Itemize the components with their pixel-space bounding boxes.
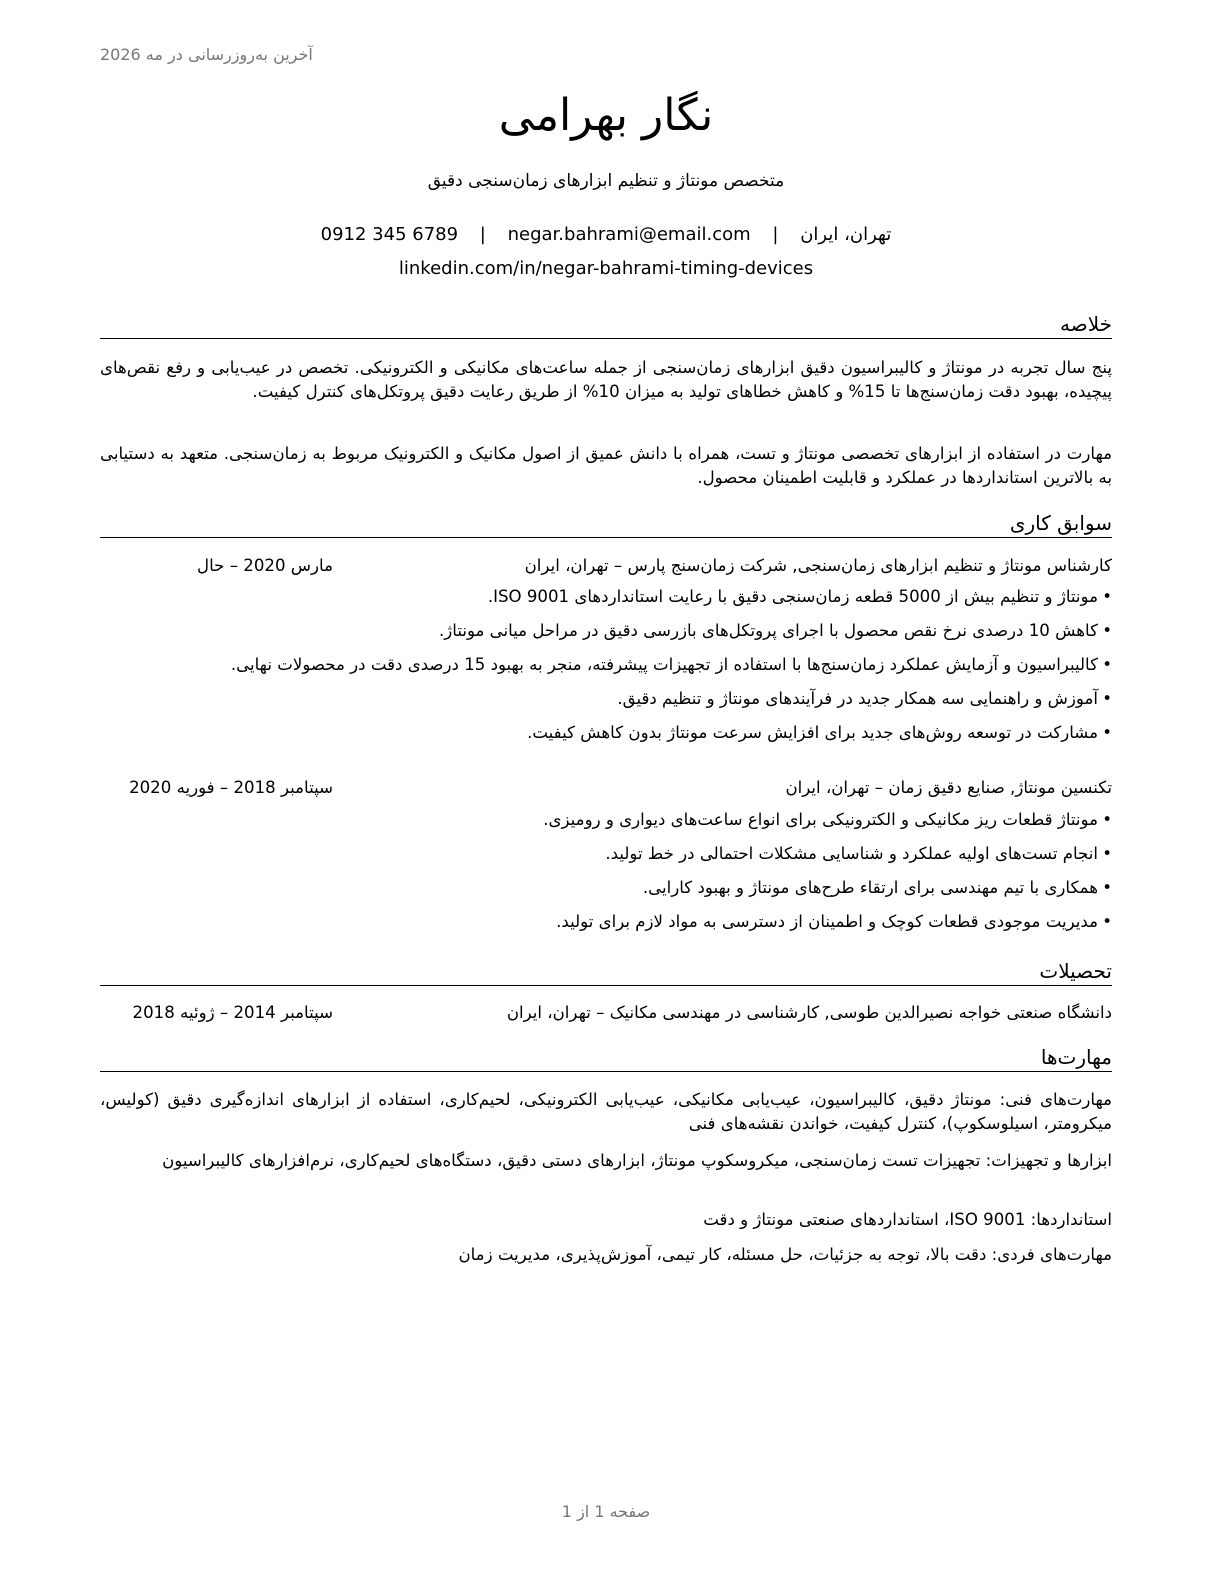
summary-paragraph-1: پنج سال تجربه در مونتاژ و کالیبراسیون دقیق ابزارهای زمان‌سنجی از جمله ساعت‌های مکانیکی و الکترونیکی. تخصص در عیب‌یابی و رفع نقص‌های پیچیده، بهبود دقت زمان‌سنج‌ها تا 15% و کاهش خطاهای تولید به میزان 10% از طریق رعایت دقیق پروتکل‌های کنترل کیفیت. xyxy=(100,358,1112,401)
job-dates: سپتامبر 2018 – فوریه 2020 xyxy=(129,778,333,797)
education-heading xyxy=(100,958,1112,986)
education-dates: سپتامبر 2014 – ژوئیه 2018 xyxy=(132,1003,333,1022)
job-header xyxy=(100,553,1112,579)
education-institution: دانشگاه صنعتی خواجه نصیرالدین طوسی, کارشناسی در مهندسی مکانیک – تهران، ایران xyxy=(506,1003,1112,1022)
last-updated: آخرین به‌روزرسانی در مه 2026 xyxy=(100,45,313,64)
job-bullets xyxy=(100,584,1112,754)
job-title: متخصص مونتاژ و تنظیم ابزارهای زمان‌سنجی دقیق xyxy=(427,171,785,191)
skills-technical: مهارت‌های فنی: مونتاژ دقیق، کالیبراسیون، عیب‌یابی مکانیکی، عیب‌یابی الکترونیکی، لحیم‌کاری، استفاده از ابزارهای اندازه‌گیری دقیق (کولیس، میکرومتر، اسیلوسکوپ)، کنترل کیفیت، خواندن نقشه‌های فنی xyxy=(100,1090,1112,1133)
linkedin-link[interactable]: linkedin.com/in/negar-bahrami-timing-devices xyxy=(398,258,814,279)
list-item: •آموزش و راهنمایی سه همکار جدید در فرآیندهای مونتاژ و تنظیم دقیق. xyxy=(617,689,1112,708)
experience-heading xyxy=(100,510,1112,538)
summary-heading xyxy=(100,311,1112,339)
list-item: •کاهش 10 درصدی نرخ نقص محصول با اجرای پروتکل‌های بازرسی دقیق در مراحل میانی مونتاژ. xyxy=(438,621,1112,640)
contact-line xyxy=(100,224,1112,245)
list-item: •همکاری با تیم مهندسی برای ارتقاء طرح‌های مونتاژ و بهبود کارایی. xyxy=(642,878,1112,897)
candidate-name: نگار بهرامی xyxy=(498,90,714,141)
job-bullets xyxy=(100,807,1112,943)
separator: | xyxy=(479,224,486,245)
phone-number: 0912 345 6789 xyxy=(320,224,459,245)
email-link[interactable]: negar.bahrami@email.com xyxy=(507,224,751,245)
skills-personal: مهارت‌های فردی: دقت بالا، توجه به جزئیات، حل مسئله، کار تیمی، آموزش‌پذیری، مدیریت زمان xyxy=(458,1245,1112,1264)
skills-heading-text: مهارت‌ها xyxy=(1040,1045,1112,1069)
resume-page xyxy=(100,0,1112,1584)
list-item: •کالیبراسیون و آزمایش عملکرد زمان‌سنج‌ها با استفاده از تجهیزات پیشرفته، منجر به بهبود 15 درصدی دقت در محصولات نهایی. xyxy=(230,655,1112,674)
skills-tools: ابزارها و تجهیزات: تجهیزات تست زمان‌سنجی، میکروسکوپ مونتاژ، ابزارهای دستی دقیق، دستگاه‌های لحیم‌کاری، نرم‌افزارهای کالیبراسیون xyxy=(162,1151,1112,1170)
experience-heading-text: سوابق کاری xyxy=(1009,511,1112,535)
list-item: •انجام تست‌های اولیه عملکرد و شناسایی مشکلات احتمالی در خط تولید. xyxy=(605,844,1112,863)
separator: | xyxy=(772,224,779,245)
job-header xyxy=(100,775,1112,801)
education-entry xyxy=(100,1000,1112,1026)
page-number: صفحه 1 از 1 xyxy=(561,1502,651,1521)
list-item: •مونتاژ قطعات ریز مکانیکی و الکترونیکی برای انواع ساعت‌های دیواری و رومیزی. xyxy=(543,810,1112,829)
summary-heading-text: خلاصه xyxy=(1059,312,1112,336)
summary-paragraph-2: مهارت در استفاده از ابزارهای تخصصی مونتاژ و تست، همراه با دانش عمیق از اصول مکانیک و الکترونیک مربوط به زمان‌سنجی. متعهد به دستیابی به بالاترین استانداردها در عملکرد و قابلیت اطمینان محصول. xyxy=(100,444,1112,487)
location: تهران، ایران xyxy=(800,224,892,245)
job-dates: مارس 2020 – حال xyxy=(197,556,333,575)
list-item: •مشارکت در توسعه روش‌های جدید برای افزایش سرعت مونتاژ بدون کاهش کیفیت. xyxy=(527,723,1112,742)
job-role: کارشناس مونتاژ و تنظیم ابزارهای زمان‌سنجی, شرکت زمان‌سنج پارس – تهران، ایران xyxy=(524,556,1112,575)
list-item: •مدیریت موجودی قطعات کوچک و اطمینان از دسترسی به مواد لازم برای تولید. xyxy=(556,912,1112,931)
skills-heading xyxy=(100,1044,1112,1072)
list-item: •مونتاژ و تنظیم بیش از 5000 قطعه زمان‌سنجی دقیق با رعایت استانداردهای ISO 9001. xyxy=(487,587,1112,606)
education-heading-text: تحصیلات xyxy=(1039,959,1112,983)
job-role: تکنسین مونتاژ, صنایع دقیق زمان – تهران، ایران xyxy=(785,778,1112,797)
skills-standards: استانداردها: ISO 9001، استانداردهای صنعتی مونتاژ و دقت xyxy=(703,1210,1112,1229)
